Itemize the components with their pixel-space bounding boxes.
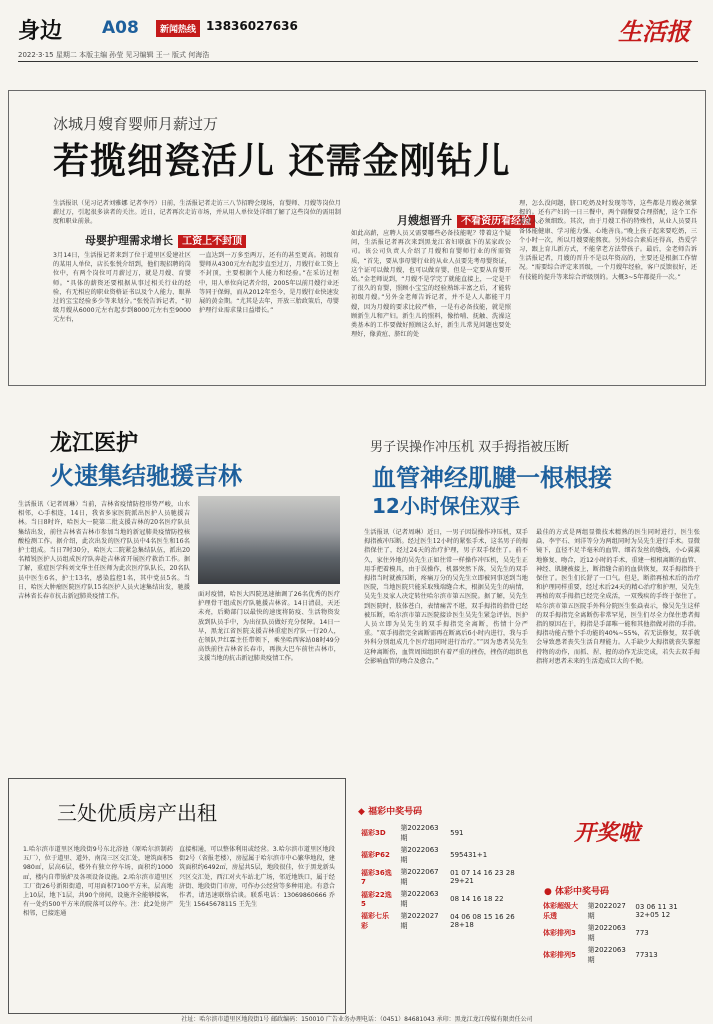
welfare-lottery-icon: ◆ xyxy=(358,807,365,817)
welfare-lottery-cell: 福彩22选5 xyxy=(361,891,392,908)
welfare-lottery-cell: 08 14 16 18 22 xyxy=(450,895,504,903)
masthead xyxy=(14,12,700,48)
sports-lottery-cell: 体彩排列3 xyxy=(543,929,576,937)
welfare-lottery-cell: 福彩3D xyxy=(361,829,386,837)
welfare-lottery-cell: 福彩36选7 xyxy=(361,869,392,886)
article-hand-surgery xyxy=(354,424,706,778)
article1-subhead2 xyxy=(397,209,535,228)
page-footer: 社址：哈尔滨市道里区地段街1号 邮政编码：150010 广告业务办理电话：（0451）84681043 承印：黑龙江龙江传媒有限责任公司 xyxy=(181,1016,533,1023)
newspaper-logo: 生活报 xyxy=(618,17,690,46)
welfare-lottery-row xyxy=(358,822,538,844)
welfare-lottery-row xyxy=(358,910,538,932)
welfare-lottery-row xyxy=(358,844,538,866)
welfare-lottery-row xyxy=(358,866,538,888)
welfare-lottery-cell: 福彩七乐彩 xyxy=(361,912,389,930)
decor-corner xyxy=(20,424,50,460)
article3-column1: 生活报讯（记者周琳）近日，一男子因误操作冲压机，双手拇指被冲压断。经过医生12小时的紧张手术，这名男子的拇指保住了，经过24天的治疗护理，男子双手保住了。前不久，家住外地的吴先生正如往常一样操作冲压机，吴先生正用手把着模具，由于误操作，机器突然下落，吴先生的双手拇指当时就被压断，疼痛万分的吴先生立即被同事送到当地医院，当地医院只能采取残端缝合术，根据吴先生的病情，吴先生及家人决定转往哈尔滨市第五医院。据了解，吴先生到医院时，肢体苍白，表情痛苦不堪，双手拇指的指骨已经被压断，哈尔滨市第五医院接诊医生吴先生紧急评估，医护人员立即为吴先生的双手拇指完全离断，伤情十分严重。“双手拇指完全离断需再在断离后6小时内进行，我与手外科分别组成几个医疗组同时进行治疗。”“因为患者吴先生这种离断伤，血管周围组织有着严重的挫伤，挫伤的组织也会影响血管的吻合及愈合。” xyxy=(364,529,528,665)
welfare-lottery-cell: 第2022063期 xyxy=(400,824,439,842)
welfare-lottery-cell: 04 06 08 15 16 26 28+18 xyxy=(450,913,515,929)
welfare-lottery-cell: 第2022027期 xyxy=(400,912,439,930)
article-nanny-salary xyxy=(8,90,706,386)
sports-lottery-cell: 03 06 11 31 32+05 12 xyxy=(635,903,678,919)
article-property-rental xyxy=(8,778,346,1014)
welfare-lottery-row xyxy=(358,888,538,910)
page-number: A08 xyxy=(102,18,139,38)
section-name: 身边 xyxy=(18,18,63,44)
hotline-label: 新闻热线 xyxy=(156,20,200,37)
welfare-lottery-cell: 01 07 14 16 23 28 29+21 xyxy=(450,869,515,885)
welfare-lottery-header: ◆ 福彩中奖号码 xyxy=(358,807,423,817)
open-prize-badge: 开奖啦 xyxy=(574,821,641,846)
subhead1-tag: 工资上不封顶 xyxy=(178,235,246,248)
sports-lottery-cell: 体彩排列5 xyxy=(543,951,576,959)
article2-column2: 面对疫情，哈医大四院迅速抽调了26名优秀的医疗护理骨干组成医疗队驰援吉林省。14日清晨，天还未亮，后勤部门以最快的速度将防疫、生活物资发放到队员手中，为出征队员做好充分保障。14日一早，黑龙江省医院支援吉林重症医疗队一行20人，在领队尹红霖主任带领下，乘坐哈西客站08时49分高铁前往吉林省长春市，再换大巴车前往吉林市，支援当地的抗击新冠肺炎疫情工作。 xyxy=(198,591,340,663)
article-medical-aid xyxy=(8,424,346,778)
dateline: 2022·3·15 星期二 本版主编 孙莹 见习编辑 王一 版式 何海浩 xyxy=(18,50,698,62)
article1-lead: 生活报讯（见习记者刘雅娜 记者李丹）日前，生活报记者走访三八节招聘会现场，育婴师、月嫂等岗位月薪过万，引起很多读者的关注。近日，记者再次走访市场，并从用人单位处详细了解了这些岗位的需用制度和职业前景。 xyxy=(53,200,341,226)
subhead2-text: 月嫂想晋升 xyxy=(397,214,452,227)
subhead2-tag: 不看资历看经验 xyxy=(457,215,535,228)
sports-lottery-cell: 77313 xyxy=(635,951,658,959)
article2-title-line2: 火速集结驰援吉林 xyxy=(50,462,242,490)
welfare-lottery-cell: 第2022063期 xyxy=(400,846,439,864)
sports-lottery-row xyxy=(540,944,704,966)
sports-lottery-table xyxy=(540,900,704,966)
welfare-lottery-cell: 第2022063期 xyxy=(400,890,439,908)
sports-lottery-cell: 体彩超级大乐透 xyxy=(543,902,578,920)
welfare-lottery-cell: 595431+1 xyxy=(450,851,488,859)
sports-lottery-cell: 773 xyxy=(635,929,649,937)
article4-column2: 直接相通，可以整体利用或经营。3.哈尔滨市道里区地段街2号（省报老楼），房屋属于哈尔滨市中心繁华地段，建筑面积约6492㎡，房屋共5层，地段很佳，位于黑龙新头兴区交汇处，西江对火车站北广场，邻近地铁口，属于经济街、地段街门市房，可作办公经营等多种用途。有意合作者，请迅速联络洽谈。联系电话：13069860666 乔先生 15645678115 王先生 xyxy=(179,846,335,909)
article1-title: 若揽细瓷活儿 还需金刚钻儿 xyxy=(53,141,511,182)
article1-kicker: 冰城月嫂育婴师月薪过万 xyxy=(53,115,219,133)
article4-column1: 1.哈尔滨市道里区地段街9号东北浴池（原哈尔滨制药五厂），位于道里、道外、南岗三区交汇处，建筑面积5980㎡，层高6层，楼外有独立停车场，面积约1000㎡，楼内自带锅炉及各项设备设施。2.哈尔滨市道里区工厂街26号新阳街道，可用面积7100平方米，层高地上10层，地下1层，共90个房间，设施齐全能够接客，有一处约500平方米的院落可以停车。注：此2处房产相邻，已接连通 xyxy=(23,846,173,918)
welfare-lottery-cell: 第2022067期 xyxy=(400,868,439,886)
article1-subhead1 xyxy=(85,229,246,248)
sports-lottery-row xyxy=(540,900,704,922)
sports-lottery-cell: 第2022027期 xyxy=(587,902,626,920)
article1-column2: 一直达到一万多至两万，还有的甚至更高。初级育婴师从4300元左右起步直至过万，月嫂行业工资上不封顶，主要根据个人能力和经验。”在采访过程中，用人单位向记者介绍，2005年以前月嫂行业还等同于保姆，而从2012年至今，是月嫂行业快速发展的黄金期。“尤其是去年，开放三胎政策后，母婴护理行业需求量日益增长。” xyxy=(199,252,339,315)
sports-lottery-cell: 第2022063期 xyxy=(587,924,626,942)
article3-kicker: 男子误操作冲压机 双手拇指被压断 xyxy=(370,440,570,455)
sports-lottery-icon: ● xyxy=(544,887,552,897)
article1-column1: 3月14日，生活报记者来到了位于道里区爱建社区的某用人单位，店长张悦介绍到，他们现招聘的岗位中，有两个岗位可月薪过万，就是月嫂、育婴师。“具体的薪资还要根据从事过相关行业的经验，有无相应的职业资格证书以及个人能力、眼界过的宝宝经验多少等来划分。”张悦告诉记者，“初级月嫂从6000元左右起步到8000元左右至9000元左右， xyxy=(53,252,191,324)
welfare-lottery-table xyxy=(358,822,538,932)
hotline-number: 13836027636 xyxy=(206,19,298,33)
article3-title-line1: 血管神经肌腱一根根接 xyxy=(372,464,612,492)
article1-column3: 如此高薪，应聘人员又需要哪些必备技能呢？带着这个疑问，生活报记者再次来到黑龙江省妇联旗下的某家政公司。该公司负责人介绍了月嫂和育婴师行业的所需资质，“首先，要从事母婴行业的从业人员要先考母婴资证，这个证可以做月嫂，也可以做育婴，但是一定要从育婴开始。”金老师说到，“月嫂不是学完了就能直接上，一定是干了很久的育婴，照顾小宝宝的经验熟练丰富之后，才能转初级月嫂。”另外金老师告诉记者，并不是人人都能干月嫂，因为月嫂的要求比较严格，一是有必备技能，就是照顾新生儿和产妇。新生儿的照料，像抬哺、抚触、洗澡这类基本的工作要做好照顾这么好，新生儿常见问题也要处理好，像黄疸、脐红的处 xyxy=(351,230,511,339)
article1-column4: 理，怎么没问题，脐口吃奶及时发现等等，这些都是月嫂必须掌握的。还有产妇的一日三餐中，两个副餐要合理搭配，这个工作要求人必须细致。其次，由于月嫂工作的特殊性，从业人员要具备体能健康、学习能力强、心地善良。”晚上孩子起来要吃奶，三个小时一次，所以月嫂要能熬夜。另外综合素质还得高，热爱学习，跟上育儿新方式，不能拿老方法带孩子。最后，金老师告诉生活报记者，月嫂的晋升不是以年资高的，主要还是根据工作情况。“需要综合评定来晋级，一个月嫂年经验，客户反馈很好，还有技能的提升等来综合评级别的。大概3~5年都提升一次。” xyxy=(519,200,697,281)
sports-lottery-header: ● 体彩中奖号码 xyxy=(544,887,610,897)
article4-title: 三处优质房产出租 xyxy=(57,801,217,825)
medical-team-photo xyxy=(198,496,340,584)
subhead1-text: 母婴护理需求增长 xyxy=(85,234,173,247)
welfare-lottery-cell: 福彩P62 xyxy=(361,851,390,859)
article3-column2: 最佳的方式是两组显微技术精熟的医生同时进行，医生张焱、李宇石、刘洋等分为两组同时为吴先生进行手术。显微镜下，直径不足半毫米的血管、细若发丝的缝线，小心翼翼地修复、吻合，近12小时的手术，重建一根根离断的血管、神经、肌腱被接上，断指缝合前的血供恢复，双手拇指终于保住了。医生们长舒了一口气。但是，断指再植术后的治疗和护理同样重要，经过术后24天的精心治疗和护理，吴先生再植的双手拇指已经完全成活，一双残疾的手终于保住了。哈尔滨市第五医院手外科分院医生张焱表示，像吴先生这样的双手拇指完全离断伤非常罕见，医生们尽全力保住患者拇指的原因在于，拇指是手部唯一能和其他指做对指的手指。拇指功能占整个手功能的40%~55%，若无法修复，双手就会导致患者丧失生活自理能力。人手缺少大拇指就丧失掌握持物的动作，而抓、捏、握的动作无法完成，若失去双手拇指将对患者未来的生活造成巨大的不便。 xyxy=(536,529,700,665)
lottery-results xyxy=(354,800,706,1010)
welfare-lottery-cell: 591 xyxy=(450,829,464,837)
article3-title-line2: 12小时保住双手 xyxy=(372,494,520,518)
sports-lottery-cell: 第2022063期 xyxy=(587,946,626,964)
article2-title-line1: 龙江医护 xyxy=(50,431,139,456)
sports-lottery-row xyxy=(540,922,704,944)
article2-column1: 生活报讯（记者周琳）当前，吉林省疫情防控形势严峻，山水相邻，心手相连，14日，我省多家医院派出医护人员驰援吉林。当日8时许，哈医大一院第二批支援吉林的20名医疗队员集结出发，前往吉林省吉林市参加当地的新冠肺炎疫情防控核酸检测工作。据介绍，此次出发的医疗队员中4名医生和16名护士组成。当日7时30分，哈医大二院紧急集结队伍，派出20名精锐医护人员组成医疗队奔赴吉林省开展医疗救治工作。据了解，重症医学科刘文华主任医师为此次医疗队队长，20名队员中医生6名，护士13名，感染监控1名，其中党员5名。当日，哈医大肿瘤医院医疗队15名医护人员火速集结出发，驰援吉林省长春市抗击新冠肺炎疫情工作。 xyxy=(18,501,190,601)
